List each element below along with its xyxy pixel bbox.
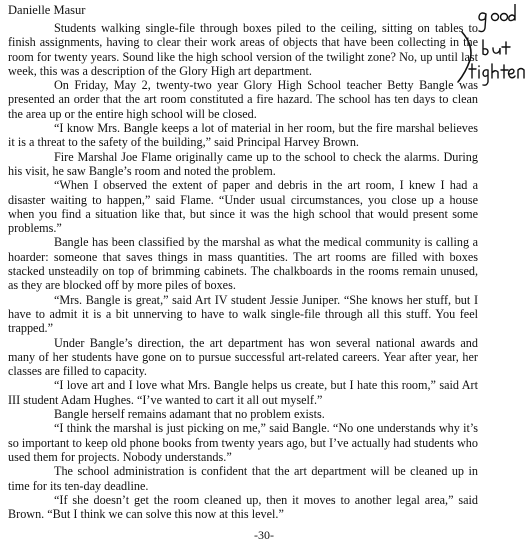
paragraph: Under Bangle’s direction, the art department has won several national awards and many of her students have gone on to pursue successful art-related careers. Year after year, her classes are filled to capacity. bbox=[8, 335, 478, 379]
author-name: Danielle Masur bbox=[8, 3, 86, 17]
handwritten-note-drawing bbox=[452, 2, 526, 102]
paragraph: “I know Mrs. Bangle keeps a lot of material in her room, but the fire marshal believes it is a threat to the safety of the building,” said Principal Harvey Brown. bbox=[8, 121, 478, 150]
paragraph: Fire Marshal Joe Flame originally came up to the school to check the alarms. During his visit, he saw Bangle’s room and noted the problem. bbox=[8, 149, 478, 178]
paragraph: On Friday, May 2, twenty-two year Glory High School teacher Betty Bangle was presented an order that the art room constituted a fire hazard. The school has ten days to clean the area up or the entire high school will be closed. bbox=[8, 78, 478, 121]
paragraph: “I love art and I love what Mrs. Bangle helps us create, but I hate this room,” said Art III student Adam Hughes. “I’ve wanted to cart it all out myself.” bbox=[8, 378, 478, 407]
paragraph: “If she doesn’t get the room cleaned up, then it moves to another legal area,” said Brown. “But I think we can solve this now at this level.” bbox=[8, 492, 478, 522]
paragraph: “Mrs. Bangle is great,” said Art IV student Jessie Juniper. “She knows her stuff, but I have to admit it is a bit unnerving to have to walk single-file through all this stuff. You feel trapped.” bbox=[8, 292, 478, 336]
handwritten-note bbox=[452, 2, 526, 102]
paragraph: Bangle has been classified by the marshal as what the medical community is calling a hoarder: someone that saves things in mass quantities. The art rooms are filled with boxes stacked unsteadily on top of brimming cabinets. The chalkboards in the rooms remain unused, as they are blocked off by more piles of boxes. bbox=[8, 235, 478, 293]
page-number: -30- bbox=[254, 528, 274, 542]
article-body bbox=[8, 21, 478, 521]
paragraph: The school administration is confident that the art department will be cleaned up in time for its ten-day deadline. bbox=[8, 464, 478, 493]
paragraph: Students walking single-file through boxes piled to the ceiling, sitting on tables to finish assignments, having to clear their work areas of objects that have been collecting in the room for twenty years. Sound like the high school version of the twilight zone? No, up until last week, this was a description of the Glory High art department. bbox=[8, 21, 478, 78]
paragraph: “I think the marshal is just picking on me,” said Bangle. “No one understands why it’s so important to keep old phone books from twenty years ago, but I’ve actually had students who used them for projects. Nobody understands.” bbox=[8, 421, 478, 464]
paragraph: “When I observed the extent of paper and debris in the art room, I knew I had a disaster waiting to happen,” said Flame. “Under usual circumstances, you close up a house when you find a situation like that, but since it was the high school that would present some problems.” bbox=[8, 178, 478, 236]
paragraph: Bangle herself remains adamant that no problem exists. bbox=[54, 407, 325, 422]
